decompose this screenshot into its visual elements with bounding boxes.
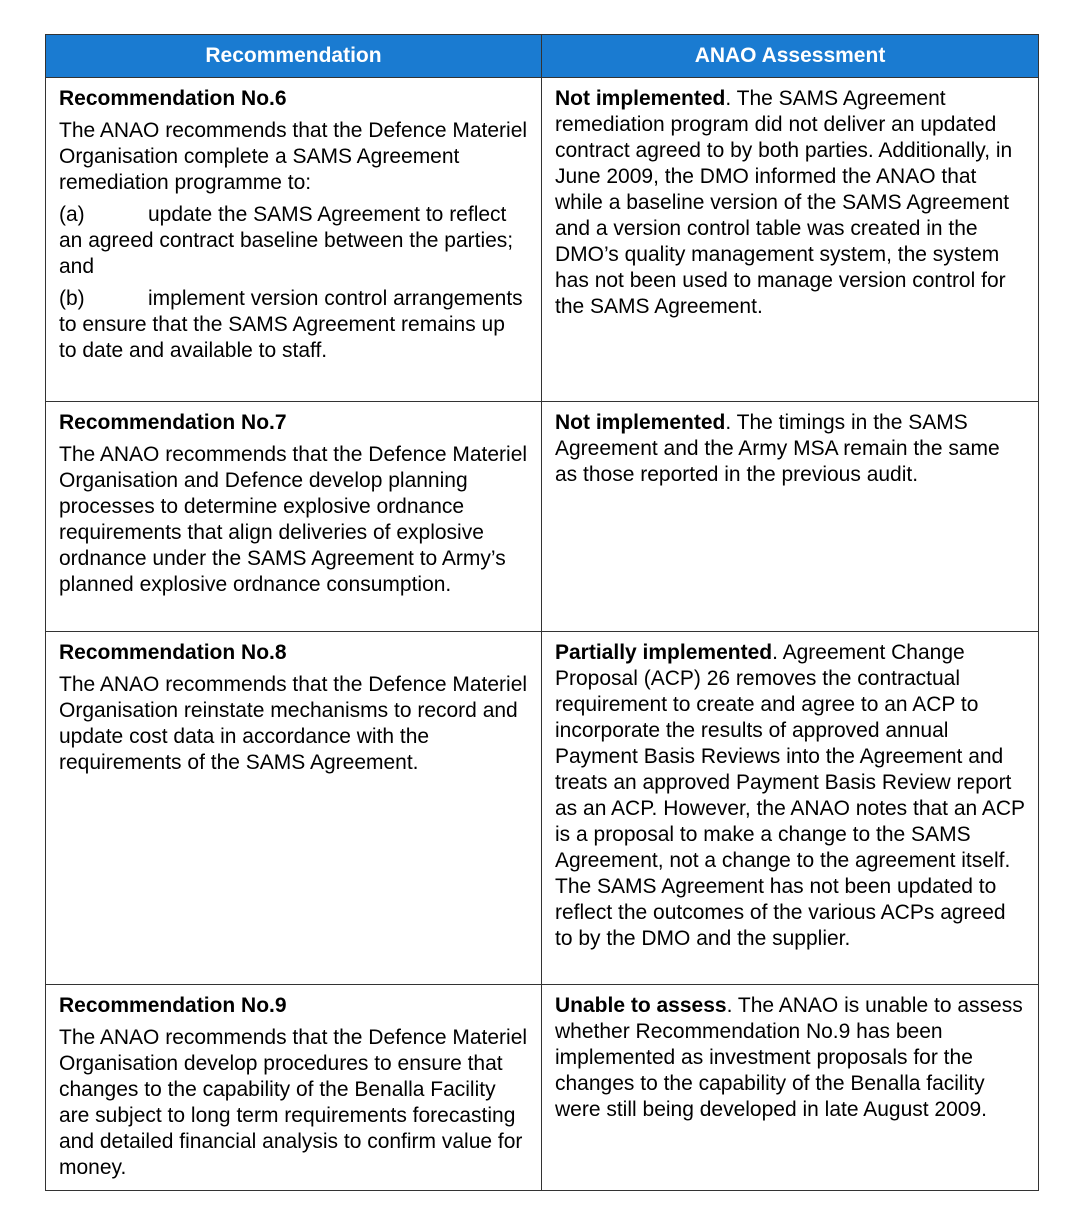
assessment-body: . Agreement Change Proposal (ACP) 26 removes the contractual requirement to create and agree to an ACP to incorporate the results of approved annual Payment Basis Reviews into the Agreement and treats an approved Payment Basis Review report as an ACP. However, the ANAO notes that an ACP is a proposal to make a change to the SAMS Agreement, not a change to the agreement itself. The SAMS Agreement has not been updated to reflect the outcomes of the various ACPs agreed to by the DMO and the supplier. — [555, 641, 1025, 950]
recommendation-text: The ANAO recommends that the Defence Materiel Organisation and Defence develop planning processes to determine explosive ordnance requirements that align deliveries of explosive ordnance under the SAMS Agreement to Army’s planned explosive ordnance consumption. — [59, 443, 528, 596]
assessment-cell — [542, 632, 1039, 985]
table-row — [46, 78, 1039, 402]
assessment-text — [555, 410, 1025, 488]
subitem-label: (a) — [59, 203, 85, 226]
status-label: Partially implemented — [555, 641, 773, 664]
recommendation-cell — [46, 78, 542, 402]
header-assessment: ANAO Assessment — [542, 35, 1039, 78]
header-row — [46, 35, 1039, 78]
assessment-body: . The SAMS Agreement remediation program did not deliver an updated contract agreed to by both parties. Additionally, in June 2009, the DMO informed the ANAO that while a baseline version of the SAMS Agreement and a version control table was created in the DMO’s quality management system, the system has not been used to manage version control for the SAMS Agreement. — [555, 87, 1013, 318]
recommendation-cell — [46, 402, 542, 632]
subitem-label: (b) — [59, 287, 85, 310]
recommendation-text: The ANAO recommends that the Defence Materiel Organisation reinstate mechanisms to record and update cost data in accordance with the requirements of the SAMS Agreement. — [59, 673, 528, 774]
assessment-body: . The ANAO is unable to assess whether Recommendation No.9 has been implemented as investment proposals for the changes to the capability of the Benalla facility were still being developed in late August 2009. — [555, 994, 1023, 1121]
table-row — [46, 632, 1039, 985]
recommendation-title: Recommendation No.7 — [59, 411, 287, 434]
assessment-body: . The timings in the SAMS Agreement and the Army MSA remain the same as those reported in the previous audit. — [555, 411, 1000, 486]
assessment-cell — [542, 78, 1039, 402]
status-label: Not implemented — [555, 411, 726, 434]
table-row — [46, 402, 1039, 632]
assessment-text — [555, 86, 1025, 320]
recommendation-subitem — [59, 286, 528, 364]
assessment-text — [555, 640, 1025, 952]
assessment-cell — [542, 402, 1039, 632]
recommendation-title: Recommendation No.9 — [59, 994, 287, 1017]
recommendation-cell — [46, 632, 542, 985]
header-recommendation: Recommendation — [46, 35, 542, 78]
recommendation-cell — [46, 985, 542, 1191]
recommendation-text: The ANAO recommends that the Defence Materiel Organisation develop procedures to ensure that changes to the capability of the Benalla Facility are subject to long term requirements forecasting and detailed financial analysis to confirm value for money. — [59, 1026, 528, 1179]
recommendation-text: The ANAO recommends that the Defence Materiel Organisation complete a SAMS Agreement remediation programme to: — [59, 119, 528, 194]
table-row — [46, 985, 1039, 1191]
status-label: Not implemented — [555, 87, 726, 110]
status-label: Unable to assess — [555, 994, 727, 1017]
recommendation-title: Recommendation No.6 — [59, 87, 287, 110]
assessment-text — [555, 993, 1025, 1123]
assessment-cell — [542, 985, 1039, 1191]
recommendation-subitem — [59, 202, 528, 280]
subitem-text: update the SAMS Agreement to reflect an agreed contract baseline between the parties; and — [59, 203, 514, 278]
subitem-text: implement version control arrangements to ensure that the SAMS Agreement remains up to date and available to staff. — [59, 287, 523, 362]
recommendation-title: Recommendation No.8 — [59, 641, 287, 664]
assessment-table — [45, 34, 1039, 1191]
